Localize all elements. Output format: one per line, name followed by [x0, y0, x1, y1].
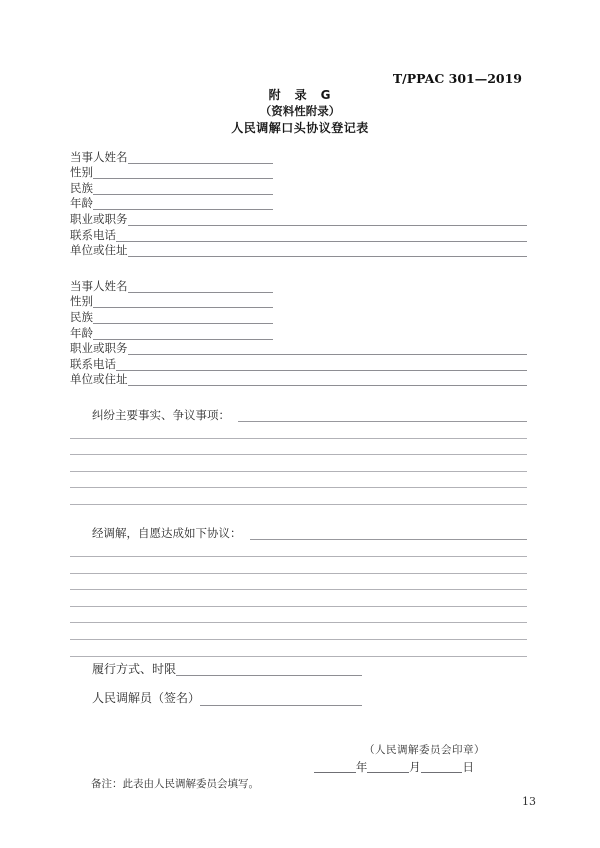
remark: 备注：此表由人民调解委员会填写。 [91, 778, 259, 791]
date-underline [314, 772, 356, 773]
fill-in-line [128, 354, 528, 355]
field-label: 性别 [70, 294, 93, 309]
fill-in-line [200, 705, 362, 706]
fill-in-line [93, 178, 273, 179]
day-label: 日 [462, 760, 474, 775]
field-label: 职业或职务 [70, 341, 128, 356]
field-label: 当事人姓名 [70, 149, 128, 164]
fill-in-line [93, 323, 273, 324]
fill-in-line [128, 163, 274, 164]
fill-in-line [128, 256, 528, 257]
blank-rule-line [70, 455, 527, 472]
section-label-row [70, 406, 527, 422]
field-label: 性别 [70, 165, 93, 180]
fill-in-line [93, 194, 273, 195]
fill-in-line [116, 241, 527, 242]
fill-in-line [128, 225, 528, 226]
section-label-row [70, 525, 527, 541]
field-row-ethnicity [70, 308, 273, 324]
seal-note: （人民调解委员会印章） [364, 743, 485, 756]
blank-rule-line [70, 488, 527, 505]
field-label: 民族 [70, 180, 93, 195]
fill-in-line [238, 421, 527, 422]
field-row-ethnicity [70, 179, 273, 195]
blank-rule-line [70, 422, 527, 439]
fill-in-line [93, 209, 273, 210]
field-label: 单位或住址 [70, 243, 128, 258]
section-label: 经调解，自愿达成如下协议： [92, 526, 242, 541]
field-row-gender [70, 164, 273, 180]
fill-in-line [128, 292, 274, 293]
field-label: 年龄 [70, 196, 93, 211]
month-label: 月 [409, 760, 421, 775]
fill-in-line [93, 339, 273, 340]
date-underline [367, 772, 409, 773]
field-label: 单位或住址 [70, 372, 128, 387]
agreement-section [70, 525, 527, 657]
fill-in-line [116, 370, 527, 371]
field-label: 联系电话 [70, 356, 116, 371]
field-row-phone [70, 226, 527, 242]
page-number: 13 [522, 795, 536, 809]
field-label: 民族 [70, 309, 93, 324]
field-row-age [70, 324, 273, 340]
blank-rule-line [70, 574, 527, 591]
party-block-1 [70, 148, 527, 257]
field-label: 联系电话 [70, 227, 116, 242]
field-label: 职业或职务 [70, 211, 128, 226]
blank-rule-line [70, 540, 527, 557]
blank-rule-line [70, 590, 527, 607]
appendix-note: （资料性附录） [259, 104, 341, 118]
field-row-gender [70, 293, 273, 309]
blank-rule-line [70, 472, 527, 489]
field-label: 当事人姓名 [70, 278, 128, 293]
field-row-occupation [70, 210, 527, 226]
form-body [70, 148, 527, 790]
fill-in-line [250, 539, 528, 540]
party-block-2 [70, 277, 527, 386]
field-row-occupation [70, 340, 527, 356]
field-row-name [70, 277, 273, 293]
section-label: 纠纷主要事实、争议事项： [92, 407, 230, 422]
ruled-lines [70, 540, 527, 656]
field-row-address [70, 371, 527, 387]
field-label: 人民调解员（签名） [92, 691, 201, 706]
field-row-phone [70, 355, 527, 371]
fulfillment-row [70, 661, 362, 677]
field-row-name [70, 148, 273, 164]
field-row-age [70, 195, 273, 211]
standard-number: T/PPAC 301—2019 [392, 71, 522, 86]
date-row [314, 759, 474, 775]
field-label: 年龄 [70, 325, 93, 340]
blank-rule-line [70, 607, 527, 624]
mediator-signature-row [70, 690, 362, 706]
blank-rule-line [70, 640, 527, 657]
blank-rule-line [70, 557, 527, 574]
ruled-lines [70, 422, 527, 505]
appendix-heading: 附 录 G [268, 88, 332, 102]
blank-rule-line [70, 623, 527, 640]
fill-in-line [176, 675, 362, 676]
field-label: 履行方式、时限 [92, 661, 177, 676]
date-underline [421, 772, 463, 773]
fill-in-line [128, 385, 528, 386]
field-row-address [70, 242, 527, 258]
form-title: 人民调解口头协议登记表 [231, 121, 369, 135]
blank-rule-line [70, 439, 527, 456]
fill-in-line [93, 307, 273, 308]
dispute-facts-section [70, 406, 527, 505]
year-label: 年 [355, 760, 368, 775]
